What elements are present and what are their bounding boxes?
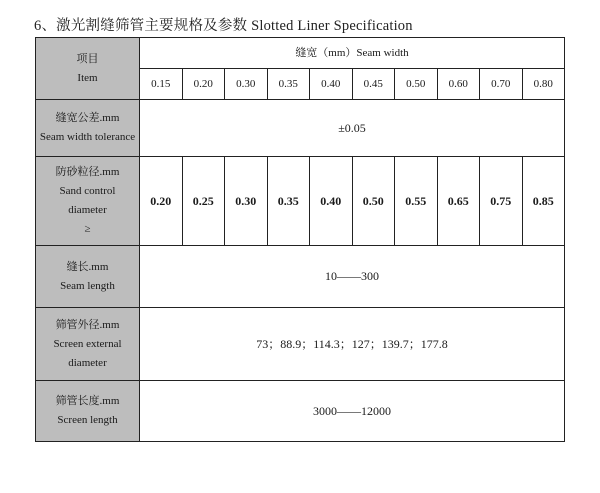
sand-control-cell: 0.25 (182, 157, 225, 246)
sand-control-row (36, 157, 565, 246)
seam-length-row (36, 246, 565, 308)
seam-width-cell: 0.70 (480, 69, 523, 100)
tolerance-value: ±0.05 (140, 100, 565, 157)
sand-control-cell: 0.20 (140, 157, 183, 246)
screen-external-label (36, 308, 140, 381)
screen-length-label (36, 381, 140, 442)
item-label-cn: 项目 (76, 52, 99, 65)
sand-control-cell: 0.65 (437, 157, 480, 246)
seam-width-cell: 0.15 (140, 69, 183, 100)
screen-length-row (36, 381, 565, 442)
table-header-row (36, 38, 565, 69)
sand-control-label-en-2: diameter (68, 204, 107, 216)
page-title: 6、激光割缝筛管主要规格及参数 Slotted Liner Specification (34, 18, 413, 34)
sand-control-cell: 0.30 (225, 157, 268, 246)
screen-length-label-cn: 筛管长度.mm (55, 395, 120, 407)
tolerance-label (36, 100, 140, 157)
sand-control-cell: 0.50 (352, 157, 395, 246)
tolerance-label-en: Seam width tolerance (39, 131, 136, 143)
seam-width-cell: 0.30 (225, 69, 268, 100)
seam-width-header: 缝宽（mm）Seam width (140, 38, 565, 69)
seam-length-label-cn: 缝长.mm (66, 260, 109, 273)
screen-external-row (36, 308, 565, 381)
screen-external-label-en-2: diameter (68, 356, 107, 369)
seam-width-cell: 0.40 (310, 69, 353, 100)
sand-control-cell: 0.40 (310, 157, 353, 246)
screen-length-label-en: Screen length (57, 414, 118, 426)
item-header-cell (36, 38, 140, 100)
seam-width-cell: 0.60 (437, 69, 480, 100)
sand-control-cell: 0.85 (522, 157, 565, 246)
sand-control-cell: 0.35 (267, 157, 310, 246)
seam-width-cell: 0.35 (267, 69, 310, 100)
sand-control-label-en-1: Sand control (59, 185, 116, 197)
tolerance-row (36, 100, 565, 157)
screen-external-value: 73；88.9；114.3；127；139.7；177.8 (140, 308, 565, 381)
screen-external-label-cn: 筛管外径.mm (55, 318, 120, 331)
screen-length-value: 3000——12000 (140, 381, 565, 442)
item-label-en: Item (77, 71, 98, 84)
sand-control-cell: 0.75 (480, 157, 523, 246)
sand-control-label (36, 157, 140, 246)
seam-length-value: 10——300 (140, 246, 565, 308)
seam-width-cell: 0.20 (182, 69, 225, 100)
sand-control-cell: 0.55 (395, 157, 438, 246)
tolerance-label-cn: 缝宽公差.mm (55, 112, 120, 124)
screen-external-label-en-1: Screen external (53, 337, 122, 350)
sand-control-label-cn: 防砂粒径.mm (55, 166, 120, 178)
seam-length-label (36, 246, 140, 308)
spec-table (35, 37, 565, 442)
seam-width-cell: 0.45 (352, 69, 395, 100)
seam-width-cell: 0.80 (522, 69, 565, 100)
seam-length-label-en: Seam length (60, 279, 115, 292)
sand-control-label-en-3: ≥ (84, 223, 91, 235)
seam-width-cell: 0.50 (395, 69, 438, 100)
